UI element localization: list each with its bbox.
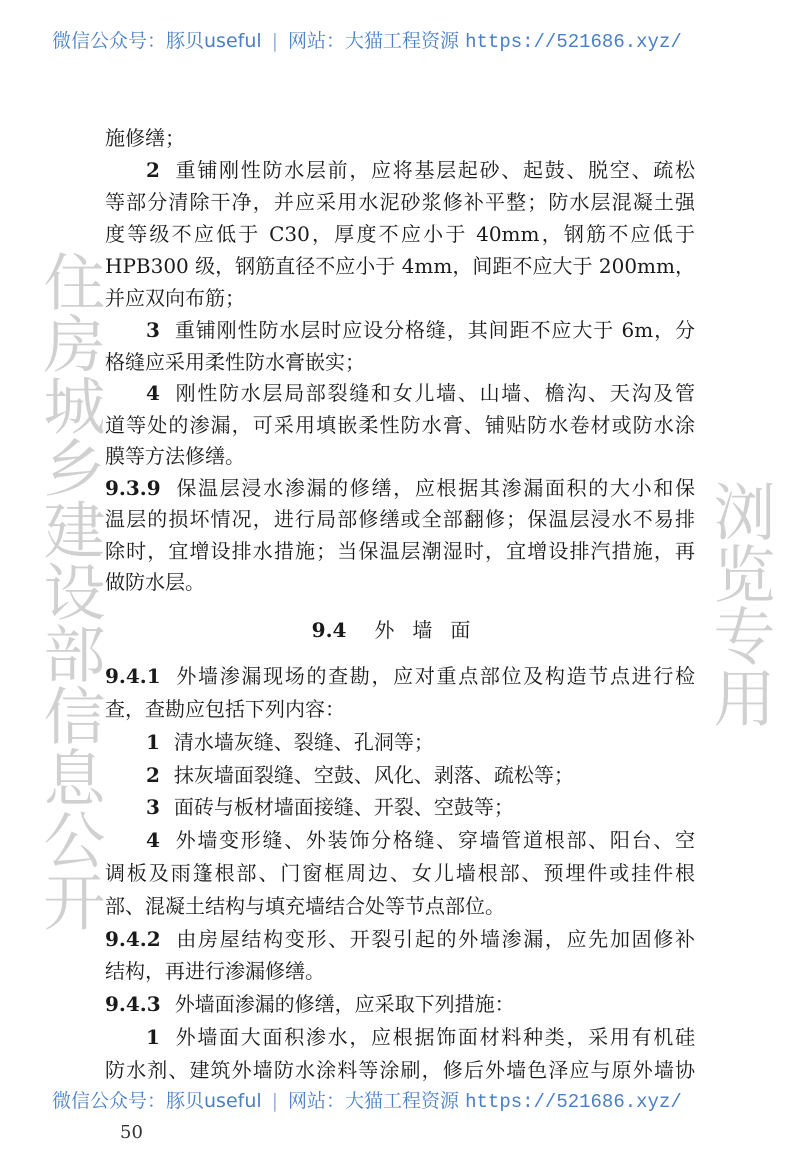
text-line xyxy=(105,348,695,376)
clause-number: 9.4.2 xyxy=(105,927,161,951)
line-text: 面砖与板材墙面接缝、开裂、空鼓等； xyxy=(173,795,514,819)
line-text: 做防水层。 xyxy=(105,570,205,594)
text-line xyxy=(146,826,695,854)
page-number: 50 xyxy=(120,1122,143,1143)
line-text: 等部分清除干净，并应采用水泥砂浆修补平整；防水层混凝土强 xyxy=(105,190,695,214)
line-text: 调板及雨篷根部、门窗框周边、女儿墙根部、预埋件或挂件根 xyxy=(105,861,695,885)
text-line xyxy=(105,220,695,248)
wechat-label: 微信公众号：豚贝useful xyxy=(52,30,262,52)
text-line xyxy=(105,695,695,723)
line-text: 外墙变形缝、外装饰分格缝、穿墙管道根部、阳台、空 xyxy=(173,828,695,852)
watermark-line-2: 浏览专用 xyxy=(703,480,776,728)
text-line xyxy=(105,990,695,1018)
text-line xyxy=(105,957,695,985)
site-url-link[interactable]: https://521686.xyz/ xyxy=(465,31,682,53)
clause-number: 3 xyxy=(146,318,160,342)
line-text: 并应双向布筋； xyxy=(105,286,245,310)
text-line xyxy=(105,411,695,439)
wechat-label: 微信公众号：豚贝useful xyxy=(52,1090,262,1112)
line-text: 格缝应采用柔性防水膏嵌实； xyxy=(105,350,365,374)
line-text: 温层的损坏情况，进行局部修缮或全部翻修；保温层浸水不易排 xyxy=(105,507,695,531)
site-label: 网站：大猫工程资源 xyxy=(288,30,460,52)
line-text: 膜等方法修缮。 xyxy=(105,444,245,468)
text-line xyxy=(146,316,695,344)
text-line xyxy=(146,793,695,821)
text-line xyxy=(146,379,695,407)
line-text: HPB300 级，钢筋直径不应小于 4mm，间距不应大于 200mm， xyxy=(105,254,695,278)
line-text: 外墙面渗漏的修缮，应采取下列措施： xyxy=(174,992,515,1016)
text-line xyxy=(105,505,695,533)
line-text: 结构，再进行渗漏修缮。 xyxy=(105,959,325,983)
clause-number: 9.4.1 xyxy=(105,664,161,688)
line-text: 保温层浸水渗漏的修缮，应根据其渗漏面积的大小和保 xyxy=(174,476,695,500)
watermark-line-1: 住房城乡建设部信息公开 xyxy=(33,250,106,932)
line-text: 由房屋结构变形、开裂引起的外墙渗漏，应先加固修补 xyxy=(174,927,695,951)
clause-number: 1 xyxy=(146,730,160,754)
text-line xyxy=(105,1056,695,1084)
clause-number: 3 xyxy=(146,795,160,819)
text-line xyxy=(105,284,695,312)
text-line xyxy=(146,1023,695,1051)
text-line xyxy=(105,474,695,502)
clause-number: 1 xyxy=(146,1025,160,1049)
text-line xyxy=(146,761,695,789)
text-line xyxy=(105,662,695,690)
top-banner xyxy=(52,30,752,53)
text-line xyxy=(146,728,695,756)
section-heading xyxy=(0,618,800,642)
line-text: 外墙面大面积渗水，应根据饰面材料种类，采用有机硅 xyxy=(173,1025,695,1049)
section-title: 外墙面 xyxy=(374,618,489,642)
line-text: 刚性防水层局部裂缝和女儿墙、山墙、檐沟、天沟及管 xyxy=(173,381,695,405)
text-line xyxy=(105,442,695,470)
section-number: 9.4 xyxy=(311,618,347,642)
line-text: 重铺刚性防水层前，应将基层起砂、起鼓、脱空、疏松 xyxy=(173,158,695,182)
banner-separator: | xyxy=(271,30,279,52)
line-text: 部、混凝土结构与填充墙结合处等节点部位。 xyxy=(105,894,505,918)
line-text: 重铺刚性防水层时应设分格缝，其间距不应大于 6m，分 xyxy=(173,318,695,342)
clause-number: 2 xyxy=(146,763,160,787)
clause-number: 4 xyxy=(146,381,160,405)
text-line xyxy=(105,568,695,596)
text-line xyxy=(105,925,695,953)
text-line xyxy=(105,252,695,280)
text-line xyxy=(105,892,695,920)
line-text: 清水墙灰缝、裂缝、孔洞等； xyxy=(173,730,434,754)
line-text: 施修缮； xyxy=(105,126,185,150)
clause-number: 9.3.9 xyxy=(105,476,161,500)
line-text: 道等处的渗漏，可采用填嵌柔性防水膏、铺贴防水卷材或防水涂 xyxy=(105,413,695,437)
line-text: 除时，宜增设排水措施；当保温层潮湿时，宜增设排汽措施，再 xyxy=(105,539,695,563)
line-text: 抹灰墙面裂缝、空鼓、风化、剥落、疏松等； xyxy=(173,763,574,787)
bottom-banner xyxy=(52,1090,752,1113)
site-url-link[interactable]: https://521686.xyz/ xyxy=(465,1091,682,1113)
line-text: 查，查勘应包括下列内容： xyxy=(105,697,345,721)
line-text: 防水剂、建筑外墙防水涂料等涂刷，修后外墙色泽应与原外墙协 xyxy=(105,1058,695,1082)
banner-separator: | xyxy=(271,1090,279,1112)
line-text: 度等级不应低于 C30，厚度不应小于 40mm，钢筋不应低于 xyxy=(105,222,695,246)
text-line xyxy=(146,156,695,184)
clause-number: 4 xyxy=(146,828,160,852)
text-line xyxy=(105,859,695,887)
line-text: 外墙渗漏现场的查勘，应对重点部位及构造节点进行检 xyxy=(174,664,695,688)
clause-number: 2 xyxy=(146,158,160,182)
site-label: 网站：大猫工程资源 xyxy=(288,1090,460,1112)
clause-number: 9.4.3 xyxy=(105,992,161,1016)
text-line xyxy=(105,537,695,565)
text-line xyxy=(105,124,695,152)
text-line xyxy=(105,188,695,216)
